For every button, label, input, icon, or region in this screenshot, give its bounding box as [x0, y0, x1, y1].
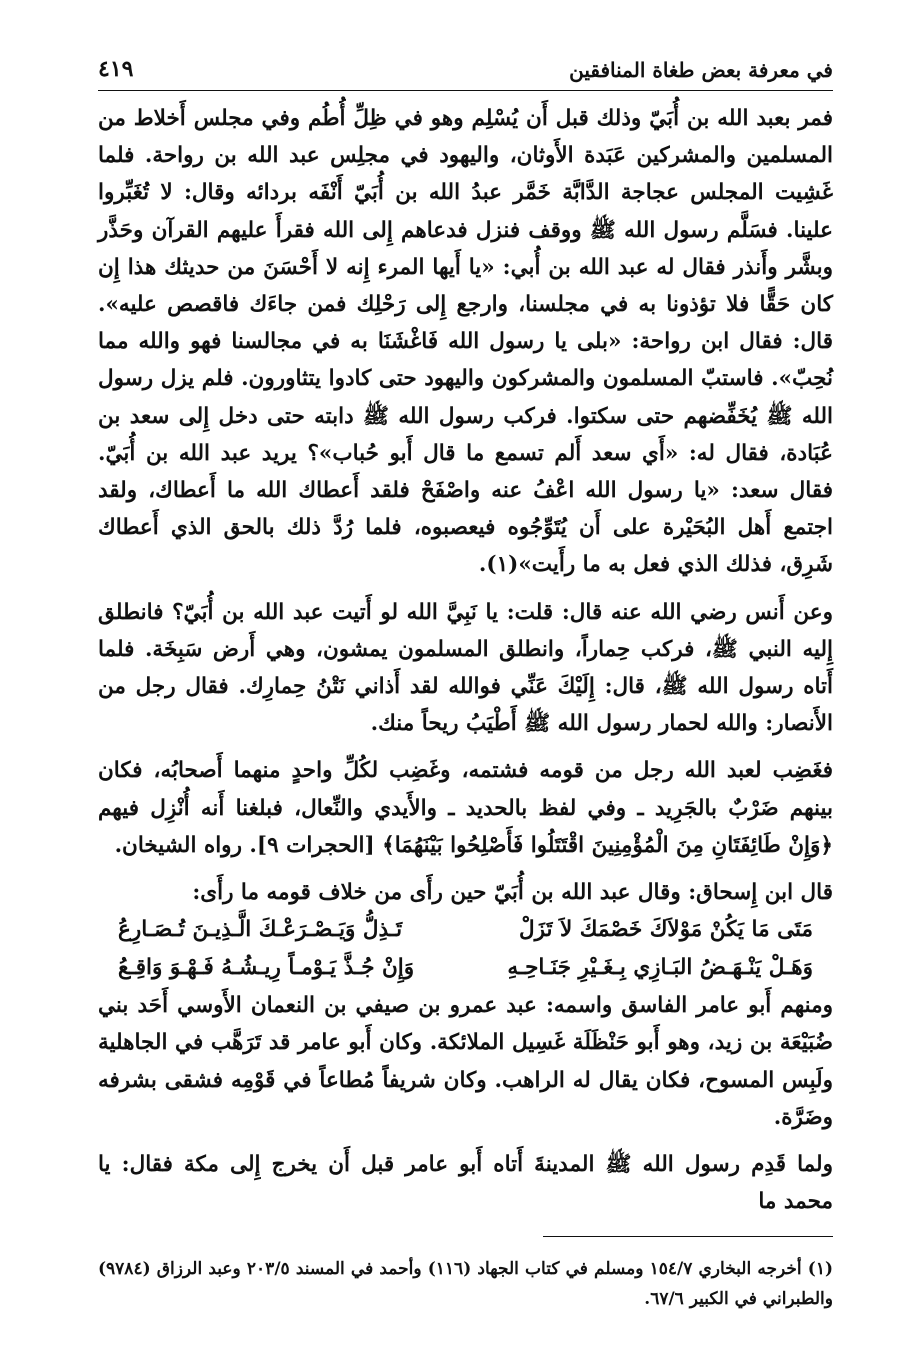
page-number: ٤١٩ [98, 56, 134, 82]
paragraph: وعن أَنس رضي الله عنه قال: قلت: يا نَبِيَّ الله لو أَتيت عبد الله بن أُبَيّ؟ فانطلق إِليه النبي ﷺ، فركب حِماراً، وانطلق المسلمون يمشون، وهي أَرض سَبِخَة. فلما أَتاه رسول الله ﷺ، قال: إِلَيْكَ عَنِّي فوالله لقد أَذاني نَتْنُ حِمارِك. فقال رجل من الأَنصار: والله لحمار رسول الله ﷺ أَطْيَبُ ريحاً منك. [98, 599, 833, 737]
verse-first-hemistich: وَهَـلْ يَنْـهَـضُ البَـازِي بِـغَـيْرِ جَنَـاحِـهِ [507, 955, 813, 981]
paragraph: ومنهم أَبو عامر الفاسق واسمه: عبد عمرو بن صيفي بن النعمان الأَوسي أَحَد بني ضُبَيْعَة بن زيد، وهو أَبو حَنْظَلَة غَسِيل الملائكة. وكان أَبو عامر قد تَرَهَّب في الجاهلية ولَبِس المسوح، فكان يقال له الراهب. وكان شريفاً مُطاعاً في قَوْمِه فشقى بشرفه وضَرَّة. [98, 993, 833, 1130]
verse-second-hemistich: تَـذِلُّ وَيَـصْـرَعْـكَ الَّـذِيـنَ تُـصَـارِعُ [118, 917, 403, 943]
running-header [98, 50, 833, 91]
verse-line [118, 949, 813, 987]
footnote: (١) أخرجه البخاري ١٥٤/٧ ومسلم في كتاب الجهاد (١١٦) وأحمد في المسند ٢٠٣/٥ وعبد الرزاق (٩٧٨٤) والطبراني في الكبير ٦٧/٦. [98, 1259, 833, 1309]
paragraph: ولما قَدِم رسول الله ﷺ المدينةَ أَتاه أَبو عامر قبل أَن يخرج إِلى مكة فقال: يا محمد ما [98, 1152, 833, 1215]
body-text [98, 100, 833, 1220]
paragraph: فغَضِب لعبد الله رجل من قومه فشتمه، وغَضِب لكُلِّ واحدٍ منهما أَصحابُه، فكان بينهم ضَرْبٌ بالجَرِيد ـ وفي لفظ بالحديد ـ والأَيدي والنِّعال، فبلغنا أَنه أُنْزِل فيهم ﴿وَإِنْ طَائِفَتَانِ مِنَ الْمُؤْمِنِينَ اقْتَتَلُوا فَأَصْلِحُوا بَيْنَهُمَا﴾ [الحجرات ٩]. رواه الشيخان. [98, 758, 833, 858]
verse-first-hemistich: مَتَى مَا يَكُنْ مَوْلاَكَ خَصْمَكَ لاَ تَزَلْ [519, 917, 813, 943]
footnote-separator [543, 1236, 833, 1237]
poem-block [98, 911, 833, 987]
paragraph: قال ابن إِسحاق: وقال عبد الله بن أُبَيّ حين رأَى من خلاف قومه ما رأَى: [192, 880, 833, 906]
verse-line [118, 911, 813, 949]
paragraph: فمر بعبد الله بن أُبَيّ وذلك قبل أَن يُسْلِم وهو في ظِلِّ أُطُم وفي مجلس أَخلاط من المسلمين والمشركين عَبَدة الأَوثان، واليهود في مجلِس عبد الله بن رواحة. فلما غَشِيت المجلس عجاجة الدَّابَّة خَمَّر عبدُ الله بن أُبَيّ أَنْفَه بردائه وقال: لا تُغَبِّروا علينا. فسَلَّم رسول الله ﷺ ووقف فنزل فدعاهم إِلى الله فقرأَ عليهم القرآن وحَذَّر وبشَّر وأَنذر فقال له عبد الله بن أُبي: «يا أَيها المرء إِنه لا أَحْسَنَ من حديثك هذا إِن كان حَقًّا فلا تؤذونا به في مجلسنا، وارجع إِلى رَحْلِك فمن جاءَك فاقصص عليه». قال: فقال ابن رواحة: «بلى يا رسول الله فَاغْشَنَا به في مجالسنا فهو والله مما نُحِبّ». فاستبّ المسلمون والمشركون واليهود حتى كادوا يتثاورون. فلم يزل رسول الله ﷺ يُخَفِّضهم حتى سكتوا. فركب رسول الله ﷺ دابته حتى دخل إِلى سعد بن عُبَادة، فقال له: «أَي سعد أَلم تسمع ما قال أَبو حُباب»؟ يريد عبد الله بن أُبَيّ. فقال سعد: «يا رسول الله اعْفُ عنه واصْفَحْ فلقد أَعطاك الله ما أَعطاك، ولقد اجتمع أَهل البُحَيْرة على أَن يُتَوِّجُوه فيعصبوه، فلما رُدَّ ذلك بالحق الذي أَعطاك شَرِق، فذلك الذي فعل به ما رأَيت»(١). [98, 106, 833, 578]
verse-second-hemistich: وَإِنْ جُـذَّ يَـوْمـاً رِيـشُـهُ فَـهْـوَ وَاقِـعُ [118, 955, 415, 981]
footnotes [98, 1254, 833, 1314]
header-title: في معرفة بعض طغاة المنافقين [569, 58, 833, 82]
